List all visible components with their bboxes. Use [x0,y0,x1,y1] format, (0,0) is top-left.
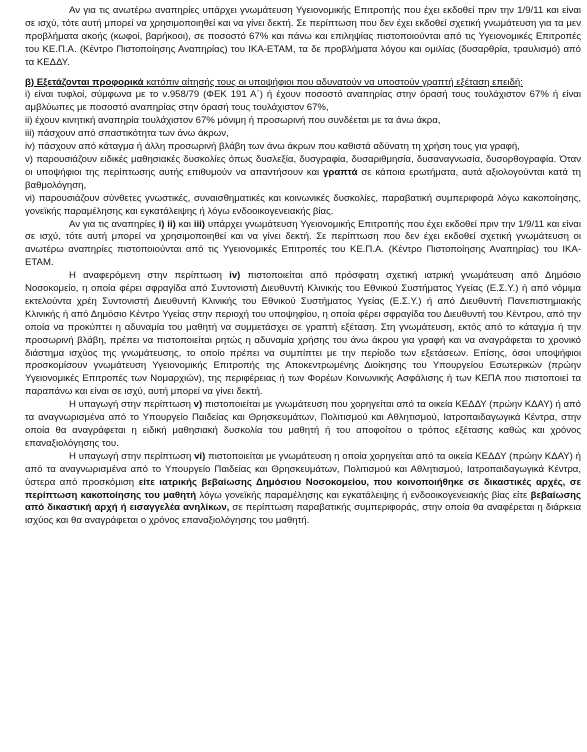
list-item-vi: vi) παρουσιάζουν σύνθετες γνωστικές, συναισθηματικές και κοινωνικές δυσκολίες, παραβατική συμπεριφορά λόγω κακοποίησης, γονεϊκής παραμέλησης και εγκατάλειψης ή λόγω ενδοοικογενειακής βίας. [25,192,581,217]
section-b-heading [25,77,581,90]
paragraph-case-v: Η υπαγωγή στην περίπτωση v) πιστοποιείται με γνωμάτευση που χορηγείται από τα οικεία ΚΕΔΔΥ (πρώην ΚΔΑΥ) ή από τα αναγνωρισμένα από το Υπουργείο Παιδείας και Θρησκευμάτων, Πολιτισμού και Αθλητισμού, Ιατροπαιδαγωγικά Κέντρα, στην οποία θα αναγράφεται η ειδική μαθησιακή δυσκολία του μαθητή ή του αποφοίτου ο τρόπος εξέτασης καθώς και χρόνος επαναξιολόγησης του. [25,399,581,449]
section-b-label: β) Εξετάζονται [25,76,93,88]
section-b-oral: προφορικά [92,76,144,88]
intro-paragraph: Αν για τις ανωτέρω αναπηρίες υπάρχει γνωμάτευση Υγειονομικής Επιτροπής που έχει εκδοθεί πριν την 1/9/11 και είναι σε ισχύ, τότε αυτή μπορεί να χρησιμοποιηθεί και να γίνει δεκτή. Σε περίπτωση που δεν έχει εκδοθεί σχετική γνωμάτευση για τα μεν προβλήματα ακοής (κωφοί, βαρήκοοι), σε ποσοστό 67% και πάνω και επιληψίας πιστοποιούνται από τις Υγειονομικές Επιτροπές του ΚΕ.Π.Α. (Κέντρο Πιστοποίησης Αναπηρίας) του ΙΚΑ-ΕΤΑΜ, τα δε προβλήματα λόγου και ομιλίας (δυσαρθρία, τραυλισμό) από τα ΚΕΔΔΥ. [25,5,581,68]
list-item-v: v) παρουσιάζουν ειδικές μαθησιακές δυσκολίες όπως δυσλεξία, δυσγραφία, δυσαριθμησία, δυσαναγνωσία, δυσορθογραφία. Όταν οι υποψήφιοι της περίπτωσης αυτής επιθυμούν να απαντήσουν και γραπτά σε κάποια ερωτήματα, αυτά αξιολογούνται κατά τη βαθμολόγηση, [25,153,582,191]
paragraph-disabilities-i-iii: Αν για τις αναπηρίες i) ii) και iii) υπάρχει γνωμάτευση Υγειονομικής Επιτροπής που έχει εκδοθεί πριν την 1/9/11 και είναι σε ισχύ, τότε αυτή μπορεί να χρησιμοποιηθεί και να γίνει δεκτή. Σε περίπτωση που δεν έχει εκδοθεί σχετική γνωμάτευση οι ανωτέρω αναπηρίες πιστοποιούνται από τις Υγειονομικές Επιτροπές του ΚΕ.Π.Α. (Κέντρο Πιστοποίησης Αναπηρίας) του ΙΚΑ-ΕΤΑΜ. [25,218,581,269]
paragraph-case-vi: Η υπαγωγή στην περίπτωση vi) πιστοποιείται με γνωμάτευση η οποία χορηγείται από τα οικεία ΚΕΔΔΥ (πρώην ΚΔΑΥ) ή από τα αναγνωρισμένα από το Υπουργείο Παιδείας και Θρησκευμάτων, Πολιτισμού και Αθλητισμού, Ιατροπαιδαγωγικά Κέντρα, ύστερα από προσκόμιση είτε ιατρικής βεβαίωσης Δημόσιου Νοσοκομείου, που κοινοποιήθηκε σε δικαστικές αρχές, σε περίπτωση κακοποίησης του μαθητή λόγω γονεϊκής παραμέλησης και εγκατάλειψης ή ενδοοικογενειακής βίας είτε βεβαίωσης από δικαστική αρχή ή εισαγγελέα ανηλίκων, σε περίπτωση παραβατικής συμπεριφοράς, στην οποία θα αναφέρεται η διάρκεια ισχύος και θα αναγράφεται ο χρόνος επαναξιολόγησης του μαθητή. [25,450,581,527]
list-item-i: i) είναι τυφλοί, σύμφωνα με το ν.958/79 (ΦΕΚ 191 Α΄) ή έχουν ποσοστό αναπηρίας στην όρασή τους τουλάχιστον 67% ή είναι αμβλύωπες με ποσοστό αναπηρίας στην όρασή τους τουλάχιστον 67%, [25,89,581,114]
section-b-rest: κατόπιν αίτησής τους οι υποψήφιοι που αδυνατούν να υποστούν γραπτή εξέταση επειδή: [143,76,523,88]
list-item-iv: iv) πάσχουν από κάταγμα ή άλλη προσωρινή βλάβη των άνω άκρων που καθιστά αδύνατη τη χρήση τους για γραφή, [25,141,520,153]
written-bold: γραπτά [323,166,358,178]
paragraph-case-iv: Η αναφερόμενη στην περίπτωση iv) πιστοποιείται από πρόσφατη σχετική ιατρική γνωμάτευση από Δημόσιο Νοσοκομείο, η οποία φέρει σφραγίδα από Συντονιστή Διευθυντή Κλινικής του Εθνικού Συστήματος Υγείας (Ε.Σ.Υ.) ή από νόμιμα εκτελούντα χρέη Συντονιστή Διευθυντή Κλινικής του Εθνικού Συστήματος Υγείας (Ε.Σ.Υ.) ή από Διευθυντή Πανεπιστημιακής Κλινικής ή από Δημόσιο Κέντρο Υγείας στην περιοχή του υποψηφίου, η οποία φέρει σφραγίδα του Διευθυντή του Κέντρου, από την οποία να προκύπτει η αδυναμία του μαθητή να συμμετάσχει σε γραπτή εξέταση. Στη γνωμάτευση, εκτός από το κάταγμα ή την προσωρινή βλάβη, πρέπει να πιστοποιείται ρητώς η αδυναμία χρήσης του άνω άκρου για γραφή και να αναγράφεται το χρονικό διάστημα ισχύος της γνωμάτευσης, το οποίο πρέπει να συμπίπτει με την περίοδο των εξετάσεων. Επίσης, όσοι υποψήφιοι προσκομίσουν γνωμάτευση Υγειονομικής Επιτροπής της Αποκεντρωμένης Διοίκησης του Υπουργείου Εσωτερικών (πρώην Υγειονομικές Επιτροπές των Νομαρχιών), της περιφέρειας ή των Φορέων Κοινωνικής Ασφάλισης ή των ΚΕΠΑ που πιστοποιεί τα παραπάνω και είναι σε ισχύ, αυτή μπορεί να γίνει δεκτή. [25,270,581,398]
list-item-iii: iii) πάσχουν από σπαστικότητα των άνω άκρων, [25,128,229,140]
list-item-ii: ii) έχουν κινητική αναπηρία τουλάχιστον 67% μόνιμη ή προσωρινή που συνδέεται με τα άνω άκρα, [25,115,441,127]
